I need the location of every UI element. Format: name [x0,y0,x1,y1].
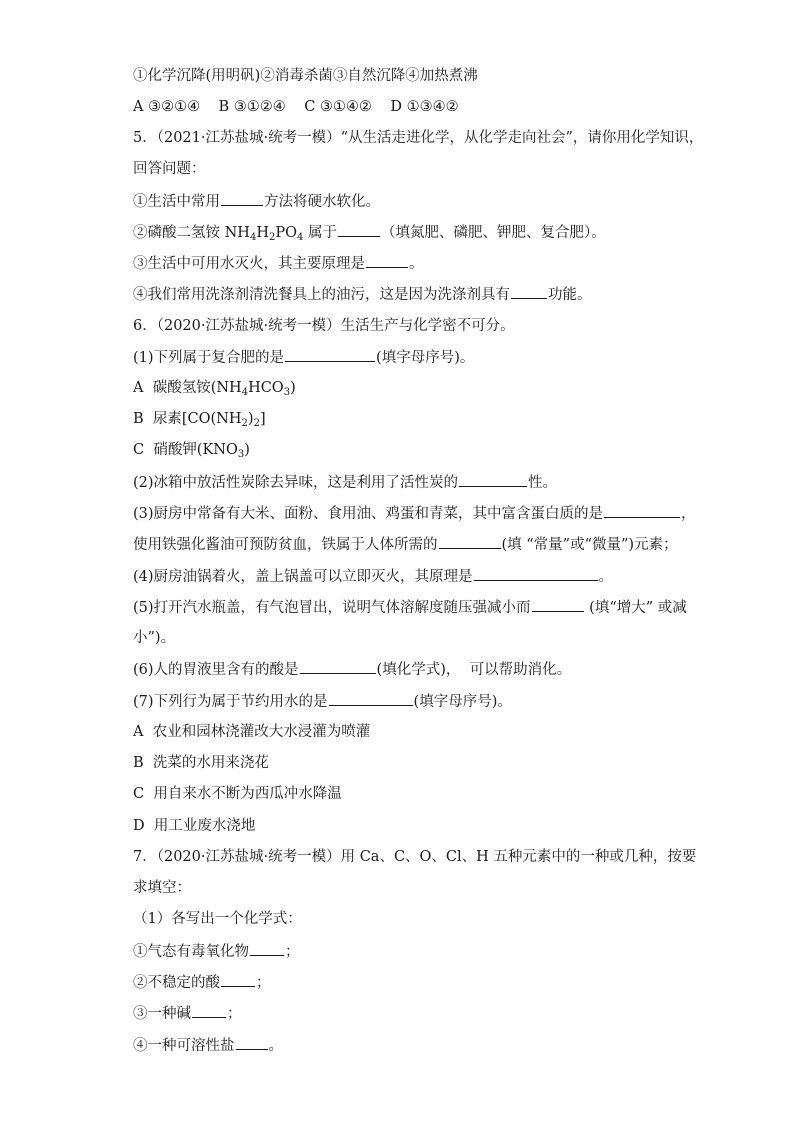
q7-item-1: ①气态有毒氧化物 ； [133,941,300,962]
q6-part-7-option-a: A 农业和园林浇灌改大水浸灌为喷灌 [133,724,371,740]
q6-part-3-cont: 使用铁强化酱油可预防贫血，铁属于人体所需的 (填 “常量”或“微量”)元素； [133,534,678,555]
answer-blank[interactable] [511,284,547,299]
q6-option-a: A 碳酸氢铵$(NH_4HCO_3)$ [133,380,296,398]
q4-options-line: ①化学沉降(用明矾)②消毒杀菌③自然沉降④加热煮沸 [133,68,478,84]
q7-sub-1: （1）各写出一个化学式： [133,911,302,927]
q5-item-3: ③生活中可用水灭火，其主要原理是 。 [133,253,424,274]
q6-part-5-cont: 小”)。 [133,630,176,646]
q5-item-1: ①生活中常用 方法将硬水软化。 [133,191,380,212]
answer-blank[interactable] [604,503,680,518]
q6-option-c: C 硝酸钾$(KNO_3)$ [133,442,250,460]
answer-blank[interactable] [236,1035,268,1050]
q6-part-7-option-b: B 洗菜的水用来浇花 [133,755,269,771]
q7-heading: 7．（2020·江苏盐城·统考一模）用 Ca、C、O、Cl、H 五种元素中的一种或几种，按要 [133,849,697,865]
q6-part-2: (2)冰箱中放活性炭除去异味，这是利用了活性炭的 性。 [133,472,557,493]
answer-blank[interactable] [221,972,255,987]
q6-heading: 6．（2020·江苏盐城·统考一模）生活生产与化学密不可分。 [133,318,515,334]
q7-item-3: ③一种碱 ； [133,1003,242,1024]
q6-part-7: (7)下列行为属于节约用水的是 (填字母序号)。 [133,691,512,712]
q7-heading-cont: 求填空： [133,880,191,896]
answer-blank[interactable] [459,472,527,487]
q5-heading-cont: 回答问题： [133,161,206,177]
answer-blank[interactable] [439,534,501,549]
answer-blank[interactable] [338,222,380,237]
answer-blank[interactable] [366,253,408,268]
q6-part-7-option-c: C 用自来水不断为西瓜冲水降温 [133,786,342,802]
q6-part-5: (5)打开汽水瓶盖，有气泡冒出，说明气体溶解度随压强减小而 (填“增大” 或减 [133,597,687,618]
q6-part-4: (4)厨房油锅着火，盖上锅盖可以立即灭火，其原理是 。 [133,566,613,587]
answer-blank[interactable] [300,659,376,674]
q6-option-b: B 尿素$[CO(NH_2)_2]$ [133,411,266,429]
answer-blank[interactable] [329,691,413,706]
q7-item-2: ②不稳定的酸 ； [133,972,271,993]
answer-blank[interactable] [532,597,584,612]
q5-item-2: ②磷酸二氢铵 $NH_4H_2PO_4$ 属于 （填氮肥、磷肥、钾肥、复合肥）。 [133,222,606,248]
q5-item-4: ④我们常用洗涤剂清洗餐具上的油污，这是因为洗涤剂具有 功能。 [133,284,592,305]
q6-part-6: (6)人的胃液里含有的酸是 (填化学式)， 可以帮助消化。 [133,659,571,680]
q4-choices: A ③②①④ B ③①②④ C ③①④② D ①③④② [133,99,459,115]
answer-blank[interactable] [250,941,284,956]
answer-blank[interactable] [192,1003,226,1018]
q6-part-7-option-d: D 用工业废水浇地 [133,818,256,834]
q6-part-1: (1)下列属于复合肥的是 (填字母序号)。 [133,347,474,368]
answer-blank[interactable] [474,566,598,581]
answer-blank[interactable] [221,191,263,206]
q5-heading: 5．（2021·江苏盐城·统考一模）“从生活走进化学，从化学走向社会”，请你用化学知识， [133,130,704,146]
answer-blank[interactable] [285,347,375,362]
q6-part-3: (3)厨房中常备有大米、面粉、食用油、鸡蛋和青菜，其中富含蛋白质的是 ， [133,503,696,524]
q7-item-4: ④一种可溶性盐 。 [133,1035,283,1056]
